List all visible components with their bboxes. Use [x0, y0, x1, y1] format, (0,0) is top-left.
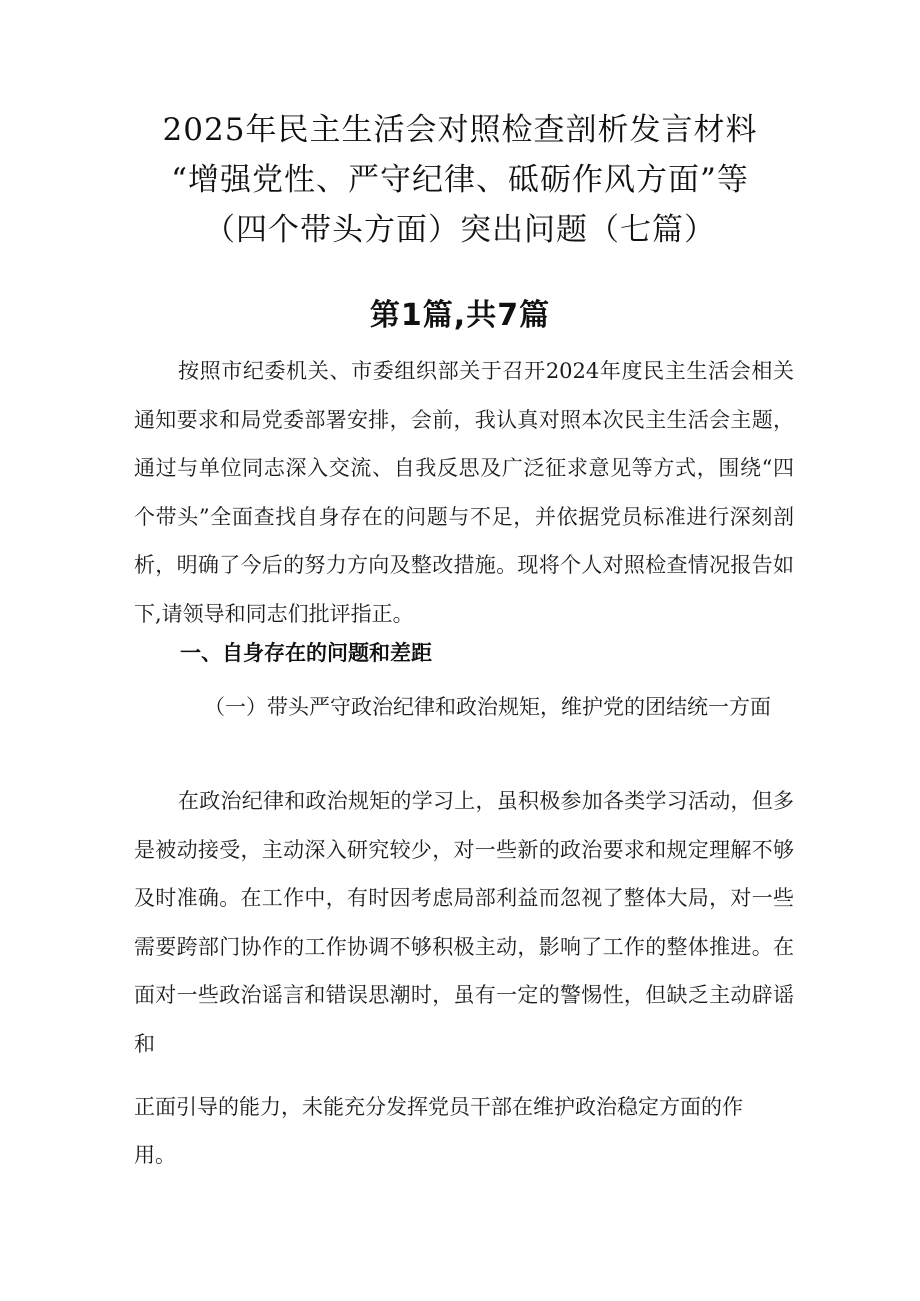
title-line-3: （四个带头方面）突出问题（七篇）	[204, 212, 716, 248]
part-indicator: 第1篇,共7篇	[369, 298, 551, 333]
intro-paragraph: 按照市纪委机关、市委组织部关于召开2024年度民主生活会相关通知要求和局党委部署安排，会前，我认真对照本次民主生活会主题，通过与单位同志深入交流、自我反思及广泛征求意见等方式，围绕“四个带头”全面查找自身存在的问题与不足，并依据党员标准进行深刻剖析，明确了今后的努力方向及整改措施。现将个人对照检查情况报告如下,请领导和同志们批评指正。	[134, 359, 794, 626]
body-paragraph: 在政治纪律和政治规矩的学习上，虽积极参加各类学习活动，但多是被动接受，主动深入研究较少，对一些新的政治要求和规定理解不够及时准确。在工作中，有时因考虑局部利益而忽视了整体大局，对一些需要跨部门协作的工作协调不够积极主动，影响了工作的整体推进。在面对一些政治谣言和错误思潮时，虽有一定的警惕性，但缺乏主动辟谣和	[134, 789, 794, 1056]
section-heading: 一、自身存在的问题和差距	[180, 641, 432, 665]
document-title	[100, 105, 820, 255]
title-line-2: “增强党性、严守纪律、砥砺作风方面”等	[171, 162, 749, 198]
subsection-heading: （一）带头严守政治纪律和政治规矩，维护党的团结统一方面	[204, 695, 771, 719]
title-line-1: 2025年民主生活会对照检查剖析发言材料	[162, 112, 758, 148]
continuation-paragraph: 正面引导的能力，未能充分发挥党员干部在维护政治稳定方面的作用。	[134, 1095, 743, 1167]
